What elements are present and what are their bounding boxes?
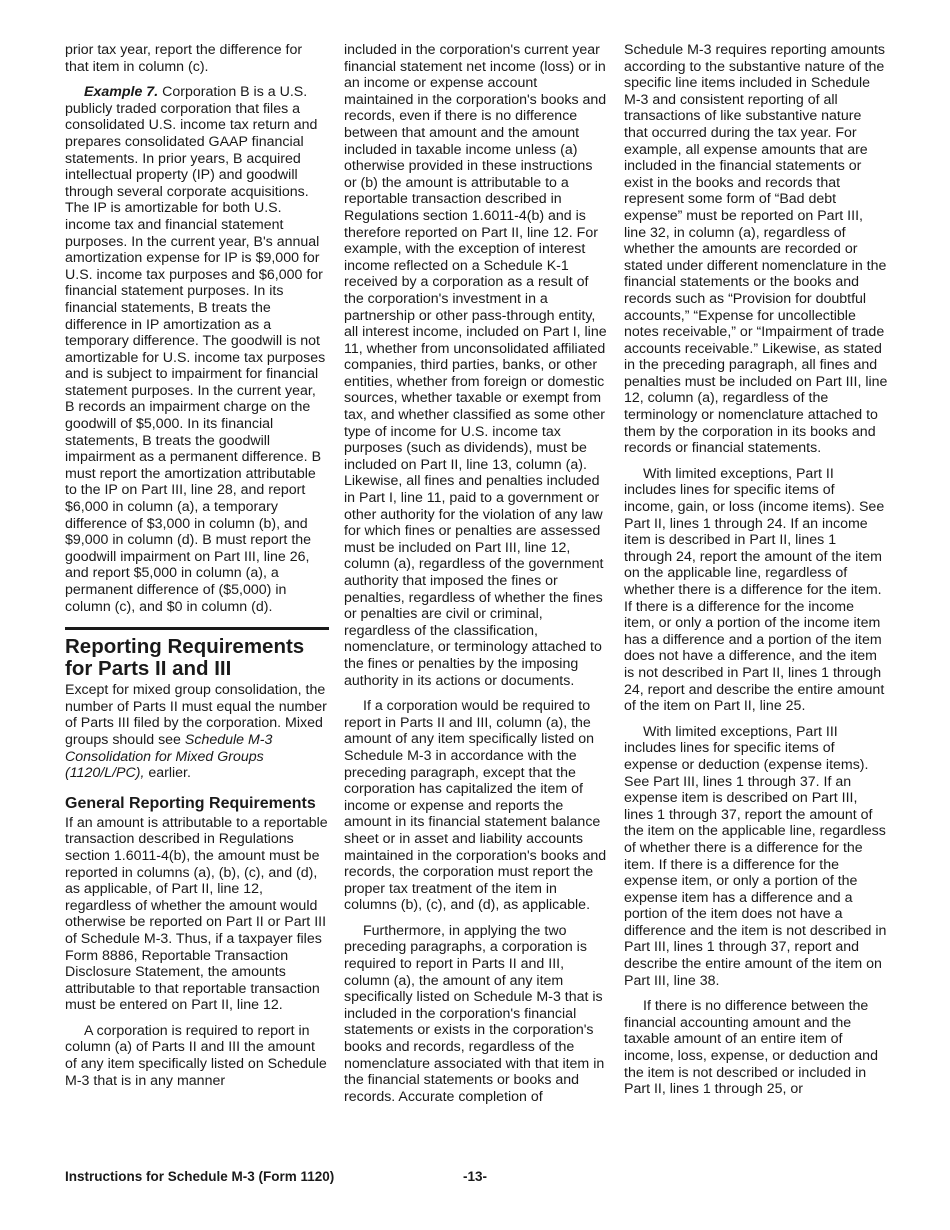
text-column-3 [624, 42, 888, 1107]
paragraph: included in the corporation's current year financial statement net income (loss) or in an income or expense account maintained in the corporation's books and records, even if there is no difference between that amount and the amount included in taxable income unless (a) otherwise provided in these instructions or (b) the amount is attributable to a reportable transaction described in Regulations section 1.6011-4(b) and is therefore reported on Part II, line 12. For example, with the exception of interest income reflected on a Schedule K-1 received by a corporation as a result of the corporation's investment in a partnership or other pass-through entity, all interest income, included on Part I, line 11, whether from unconsolidated affiliated companies, third parties, banks, or other entities, whether from foreign or domestic sources, whether taxable or exempt from tax, and whether classified as some other type of income for U.S. income tax purposes (such as dividends), must be included on Part II, line 13, column (a). Likewise, all fines and penalties included in Part I, line 11, paid to a government or other authority for the violation of any law for which fines or penalties are assessed must be included on Part III, line 12, column (a), regardless of the government authority that imposed the fines or penalties, regardless of whether the fines or penalties are civil or criminal, regardless of the classification, nomenclature, or terminology attached to the fines or penalties by the imposing authority in its actions or documents. [344, 42, 607, 689]
example-7-paragraph [65, 84, 329, 615]
paragraph: prior tax year, report the difference for that item in column (c). [65, 42, 303, 75]
text-column-1 [65, 42, 329, 1098]
paragraph: Furthermore, in applying the two preceding paragraphs, a corporation is required to report in Parts II and III, column (a), the amount of any item specifically listed on Schedule M-3 that is included in the corporation's financial statements or exists in the corporation's books and records, regardless of the nomenclature associated with that item in the financial statements or books and records. Accurate completion of [344, 922, 605, 1105]
page-number: -13- [463, 1169, 488, 1184]
footer-title: Instructions for Schedule M-3 (Form 1120) [65, 1169, 335, 1184]
paragraph: If a corporation would be required to report in Parts II and III, column (a), the amount of any item specifically listed on Schedule M-3 in accordance with the preceding paragraph, except that the corporation has capitalized the item of income or expense and reports the amount in its financial statement balance sheet or in asset and liability accounts maintained in the corporation's books and records, the corporation must report the proper tax treatment of the item in columns (b), (c), and (d), as applicable. [344, 698, 607, 914]
page-footer [65, 1169, 885, 1187]
subsection-heading: General Reporting Requirements [65, 794, 316, 812]
example-text: Corporation B is a U.S. publicly traded corporation that files a consolidated U.S. income tax return and prepares consolidated GAAP financial statements. In prior years, B acquired intellectual property (IP) and goodwill through several corporate acquisitions. The IP is amortizable for both U.S. income tax and financial statement purposes. In the current year, B's annual amortization expense for IP is $9,000 for U.S. income tax purposes and $6,000 for financial statement purposes. In its financial statements, B treats the difference in IP amortization as a temporary difference. The goodwill is not amortizable for U.S. income tax purposes and is subject to impairment for financial statement purposes. In the current year, B records an impairment charge on the goodwill of $5,000. In its financial statements, B treats the goodwill impairment as a permanent difference. B must report the amortization attributable to the IP on Part III, line 28, and report $6,000 in column (a), a temporary difference of $3,000 in column (b), and $9,000 in column (d). B must report the goodwill impairment on Part III, line 26, and report $5,000 in column (a), a permanent difference of ($5,000) in column (c), and $0 in column (d). [65, 84, 326, 615]
cross-reference: Schedule M-3 Consolidation for Mixed Groups (1120/L/PC), [65, 731, 273, 782]
paragraph: If an amount is attributable to a reportable transaction described in Regulations section 1.6011-4(b), the amount must be reported in columns (a), (b), (c), and (d), as applicable, of Part II, line 12, regardless of whether the amount would otherwise be reported on Part II or Part III of Schedule M-3. Thus, if a taxpayer files Form 8886, Reportable Transaction Disclosure Statement, the amounts attributable to that reportable transaction must be entered on Part II, line 12. [65, 814, 328, 1014]
paragraph: Except for mixed group consolidation, the number of Parts II must equal the number of Parts III filed by the corporation. Mixed groups should see Schedule M-3 Consolidation for Mixed Groups (1120/L/PC), earlier. [65, 682, 327, 782]
example-label: Example 7. [84, 84, 159, 101]
text-column-2 [344, 42, 608, 1114]
paragraph: With limited exceptions, Part II includes lines for specific items of income, gain, or loss (income items). See Part II, lines 1 through 24. If an income item is described in Part II, lines 1 through 24, report the amount of the item on the applicable line, regardless of whether there is a difference for the item. If there is a difference for the income item, or only a portion of the income item has a difference and a portion of the item does not have a difference, and the item is not described in Part II, lines 1 through 24, report and describe the entire amount of the item on Part II, line 25. [624, 465, 885, 715]
paragraph: If there is no difference between the financial accounting amount and the taxable amount of an entire item of income, loss, expense, or deduction and the item is not described or included in Part II, lines 1 through 25, or [624, 998, 878, 1098]
paragraph: Schedule M-3 requires reporting amounts according to the substantive nature of the specific line items included in Schedule M-3 and consistent reporting of all transactions of like substantive nature that occurred during the tax year. For example, all expense amounts that are included in the financial statements or exist in the books and records that represent some form of “Bad debt expense” must be reported on Part III, line 32, in column (a), regardless of whether the amounts are recorded or stated under different nomenclature in the financial statements or the books and records such as “Provision for doubtful accounts,” “Expense for uncollectible notes receivable,” or “Impairment of trade accounts receivable.” Likewise, as stated in the preceding paragraph, all fines and penalties must be included on Part III, line 12, column (a), regardless of the terminology or nomenclature attached to them by the corporation in its books and records or financial statements. [624, 42, 888, 457]
paragraph: With limited exceptions, Part III includes lines for specific items of expense or deduction (expense items). See Part III, lines 1 through 37. If an expense item is described on Part III, lines 1 through 37, report the amount of the item on the applicable line, regardless of whether there is a difference for the item. If there is a difference for the expense item, or only a portion of the expense item has a difference and a portion of the item does not have a difference and the item is not described in Part III, lines 1 through 37, report and describe the entire amount of the item on Part III, line 38. [624, 723, 887, 989]
paragraph: A corporation is required to report in column (a) of Parts II and III the amount of any item specifically listed on Schedule M-3 that is in any manner [65, 1022, 327, 1089]
section-divider [65, 627, 329, 630]
section-heading: Reporting Requirements for Parts II and III [65, 635, 305, 681]
